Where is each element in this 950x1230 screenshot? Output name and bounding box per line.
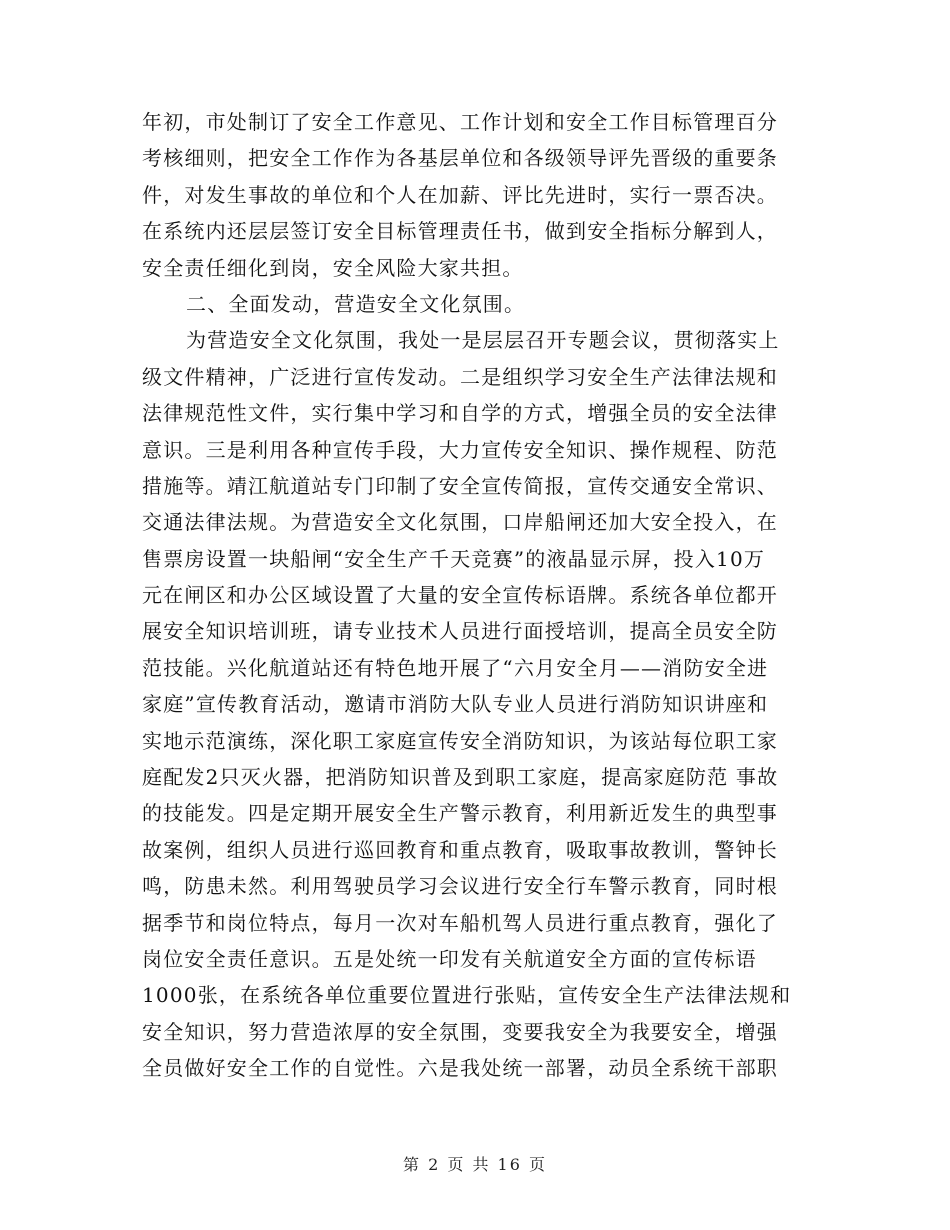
page-footer bbox=[0, 1152, 950, 1175]
section-heading: 二、全面发动，营造安全文化氛围。 bbox=[186, 291, 526, 316]
text-line: 岗位安全责任意识。五是处统一印发有关航道安全方面的宣传标语 bbox=[142, 946, 757, 971]
text-line: 庭配发2只灭火器，把消防知识普及到职工家庭，提高家庭防范 事故 bbox=[142, 765, 779, 790]
text-line: 家庭”宣传教育活动，邀请市消防大队专业人员进行消防知识讲座和 bbox=[142, 692, 769, 717]
text-line: 件，对发生事故的单位和个人在加薪、评比先进时，实行一票否决。 bbox=[142, 182, 778, 207]
text-line: 的技能发。四是定期开展安全生产警示教育，利用新近发生的典型事 bbox=[142, 801, 778, 826]
page-number-label: 第 2 页 共 16 页 bbox=[403, 1155, 547, 1174]
text-line: 年初，市处制订了安全工作意见、工作计划和安全工作目标管理百分 bbox=[142, 110, 778, 134]
text-line: 展安全知识培训班，请专业技术人员进行面授培训，提高全员安全防 bbox=[142, 619, 778, 644]
text-line: 措施等。靖江航道站专门印制了安全宣传简报，宣传交通安全常识、 bbox=[142, 473, 778, 498]
text-line: 考核细则，把安全工作作为各基层单位和各级领导评先晋级的重要条 bbox=[142, 146, 778, 171]
text-line: 安全责任细化到岗，安全风险大家共担。 bbox=[142, 255, 524, 280]
text-line: 故案例，组织人员进行巡回教育和重点教育，吸取事故教训，警钟长 bbox=[142, 837, 778, 862]
text-line: 据季节和岗位特点，每月一次对车船机驾人员进行重点教育，强化了 bbox=[142, 910, 778, 935]
text-line: 安全知识，努力营造浓厚的安全氛围，变要我安全为我要安全，增强 bbox=[142, 1019, 778, 1044]
text-line: 售票房设置一块船闸“安全生产千天竞赛”的液晶显示屏，投入10万 bbox=[142, 546, 766, 571]
text-line: 为营造安全文化氛围，我处一是层层召开专题会议，贯彻落实上 bbox=[186, 328, 780, 353]
text-line: 实地示范演练，深化职工家庭宣传安全消防知识，为该站每位职工家 bbox=[142, 728, 778, 753]
document-body bbox=[142, 104, 802, 1087]
text-line: 法律规范性文件，实行集中学习和自学的方式，增强全员的安全法律 bbox=[142, 401, 778, 426]
text-line: 交通法律法规。为营造安全文化氛围，口岸船闸还加大安全投入，在 bbox=[142, 510, 778, 535]
text-line: 全员做好安全工作的自觉性。六是我处统一部署，动员全系统干部职 bbox=[142, 1056, 778, 1081]
text-line: 意识。三是利用各种宣传手段，大力宣传安全知识、操作规程、防范 bbox=[142, 437, 778, 462]
text-line: 元在闸区和办公区域设置了大量的安全宣传标语牌。系统各单位都开 bbox=[142, 583, 778, 608]
text-line: 级文件精神，广泛进行宣传发动。二是组织学习安全生产法律法规和 bbox=[142, 364, 778, 389]
text-line: 在系统内还层层签订安全目标管理责任书，做到安全指标分解到人， bbox=[142, 219, 778, 244]
text-line: 范技能。兴化航道站还有特色地开展了“六月安全月——消防安全进 bbox=[142, 655, 769, 680]
text-line: 鸣，防患未然。利用驾驶员学习会议进行安全行车警示教育，同时根 bbox=[142, 874, 778, 899]
text-line: 1000张，在系统各单位重要位置进行张贴，宣传安全生产法律法规和 bbox=[142, 983, 792, 1008]
